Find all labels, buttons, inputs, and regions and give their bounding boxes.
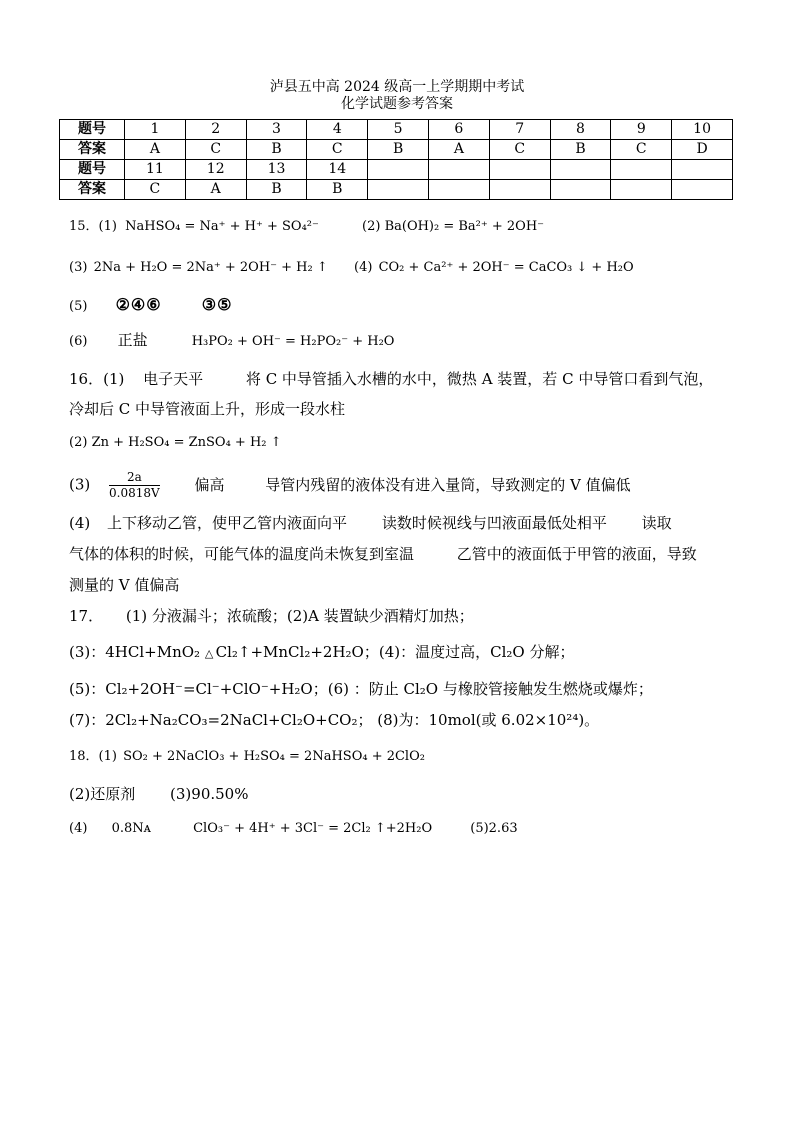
q15-line-1b <box>362 218 544 236</box>
table-cell <box>428 160 489 180</box>
table-cell: C <box>185 140 246 160</box>
q15-part4-number: (4) <box>354 260 373 275</box>
table-cell: 9 <box>611 120 672 140</box>
q17-line-2: (3)：4HCl+MnO₂ △ Cl₂↑+MnCl₂+2H₂O；(4)：温度过高，Cl₂O 分解； <box>69 643 575 661</box>
q17-line-1-text: (1) 分液漏斗；浓硫酸；(2)A 装置缺少酒精灯加热； <box>125 607 474 625</box>
table-cell <box>489 160 550 180</box>
q17-number: 17． <box>69 607 104 625</box>
table-cell: B <box>550 140 611 160</box>
table-row <box>60 160 733 180</box>
q17-line-1 <box>69 607 474 625</box>
q16-part4-number: (4) <box>69 514 91 532</box>
page-title: 泸县五中高 2024 级高一上学期期中考试 <box>269 79 525 95</box>
table-cell: 4 <box>307 120 368 140</box>
table-cell: C <box>489 140 550 160</box>
table-cell <box>550 180 611 200</box>
q18-part5-answer: (5)2.63 <box>470 821 518 836</box>
q16-part1-answer-b: 将 C 中导管插入水槽的水中，微热 A 装置，若 C 中导管口看到气泡， <box>245 370 714 388</box>
table-cell: 1 <box>125 120 186 140</box>
table-cell <box>368 160 429 180</box>
q15-part1-number: 15．(1) <box>69 219 117 234</box>
table-cell: 2 <box>185 120 246 140</box>
q15-part2-equation: Ba(OH)₂ = Ba²⁺ + 2OH⁻ <box>384 219 545 234</box>
table-cell: D <box>672 140 733 160</box>
q15-line-4 <box>69 331 394 351</box>
q15-part6-number: (6) <box>69 334 88 349</box>
q18-line-3 <box>69 820 518 838</box>
q16-part4-answer-a: 上下移动乙管，使甲乙管内液面向平 <box>107 514 348 532</box>
table-cell: 10 <box>672 120 733 140</box>
table-row <box>60 140 733 160</box>
table-cell: 3 <box>246 120 307 140</box>
q18-part1-number: 18．(1) <box>69 749 117 764</box>
fraction-denominator: 0.0818V <box>109 486 160 500</box>
q16-line-2: 冷却后 C 中导管液面上升，形成一段水柱 <box>69 400 346 418</box>
table-cell: 6 <box>428 120 489 140</box>
table-cell <box>368 180 429 200</box>
row-label-answer: 答案 <box>60 140 125 160</box>
row-label-answer: 答案 <box>60 180 125 200</box>
q18-part4-number: (4) <box>69 821 88 836</box>
table-cell: C <box>307 140 368 160</box>
q15-part6-equation: H₃PO₂ + OH⁻ = H₂PO₂⁻ + H₂O <box>191 334 395 349</box>
q16-part2-equation: Zn + H₂SO₄ = ZnSO₄ + H₂ ↑ <box>91 435 282 450</box>
table-row <box>60 120 733 140</box>
q15-line-2 <box>69 259 328 277</box>
q18-part4-answer: 0.8Nᴀ <box>111 821 151 836</box>
q15-part5-answer-b: ③⑤ <box>201 295 233 314</box>
q17-line-3: (5)：Cl₂+2OH⁻=Cl⁻+ClO⁻+H₂O；(6) ：防止 Cl₂O 与橡胶管接触发生燃烧或爆炸； <box>69 680 653 698</box>
q16-line-4 <box>69 470 631 501</box>
q15-part1-equation: NaHSO₄ = Na⁺ + H⁺ + SO₄²⁻ <box>125 219 319 234</box>
q16-part4-answer-e: 乙管中的液面低于甲管的液面，导致 <box>456 545 697 563</box>
table-cell: 14 <box>307 160 368 180</box>
q15-line-1 <box>69 218 319 236</box>
table-cell: A <box>125 140 186 160</box>
table-cell: C <box>125 180 186 200</box>
q16-part2-number: (2) <box>69 435 88 450</box>
table-row <box>60 180 733 200</box>
q15-part2-number: (2) <box>362 219 381 234</box>
q15-part5-number: (5) <box>69 299 88 314</box>
table-cell: 5 <box>368 120 429 140</box>
q18-line-1 <box>69 748 425 766</box>
row-label-question: 题号 <box>60 160 125 180</box>
q16-line-3 <box>69 434 282 452</box>
q16-line-1 <box>69 370 713 388</box>
answer-table <box>59 119 733 200</box>
q18-line-2 <box>69 785 248 803</box>
q16-line-6 <box>69 545 697 563</box>
q16-part3-answer-a: 偏高 <box>194 475 225 494</box>
table-cell <box>428 180 489 200</box>
q18-part3-answer: (3)90.50% <box>170 785 249 803</box>
table-cell <box>672 180 733 200</box>
table-cell: 8 <box>550 120 611 140</box>
q16-line-7: 测量的 V 值偏高 <box>69 576 180 594</box>
table-cell: B <box>307 180 368 200</box>
q16-line-5 <box>69 514 672 532</box>
q18-part2-answer: (2)还原剂 <box>69 785 136 803</box>
q15-line-3 <box>69 296 232 316</box>
q18-part4-equation: ClO₃⁻ + 4H⁺ + 3Cl⁻ = 2Cl₂ ↑+2H₂O <box>193 821 433 836</box>
q17-part3-products: Cl₂↑+MnCl₂+2H₂O；(4)：温度过高，Cl₂O 分解； <box>215 643 575 661</box>
row-label-question: 题号 <box>60 120 125 140</box>
table-cell: B <box>246 180 307 200</box>
q15-part5-answer-a: ②④⑥ <box>115 295 162 314</box>
q16-part1-answer-a: 电子天平 <box>143 370 204 388</box>
table-cell: 11 <box>125 160 186 180</box>
q15-part3-equation: 2Na + H₂O = 2Na⁺ + 2OH⁻ + H₂ ↑ <box>93 260 328 275</box>
table-cell <box>611 160 672 180</box>
q15-part4-equation: CO₂ + Ca²⁺ + 2OH⁻ = CaCO₃ ↓ + H₂O <box>378 260 634 275</box>
table-cell: A <box>428 140 489 160</box>
q17-part3-reactants: (3)：4HCl+MnO₂ <box>69 643 201 661</box>
page-subtitle: 化学试题参考答案 <box>341 96 453 112</box>
q16-part3-number: (3) <box>69 475 91 494</box>
q16-part4-answer-c: 读取 <box>641 514 672 532</box>
table-cell: 12 <box>185 160 246 180</box>
q15-line-2b <box>354 259 634 277</box>
q16-part1-number: 16．(1) <box>69 370 125 388</box>
table-cell <box>550 160 611 180</box>
table-cell: B <box>246 140 307 160</box>
q16-part4-answer-d: 气体的体积的时候，可能气体的温度尚未恢复到室温 <box>69 545 415 563</box>
q16-part4-answer-b: 读数时候视线与凹液面最低处相平 <box>381 514 607 532</box>
fraction-numerator: 2a <box>109 470 160 486</box>
table-cell: 13 <box>246 160 307 180</box>
q18-part1-equation: SO₂ + 2NaClO₃ + H₂SO₄ = 2NaHSO₄ + 2ClO₂ <box>123 749 425 764</box>
q15-part6-answer: 正盐 <box>117 331 148 349</box>
q16-part3-answer-b: 导管内残留的液体没有进入量筒，导致测定的 V 值偏低 <box>265 475 631 494</box>
table-cell <box>489 180 550 200</box>
table-cell: 7 <box>489 120 550 140</box>
q16-part3-fraction <box>109 470 160 501</box>
table-cell <box>672 160 733 180</box>
table-cell: B <box>368 140 429 160</box>
table-cell: C <box>611 140 672 160</box>
table-cell <box>611 180 672 200</box>
table-cell: A <box>185 180 246 200</box>
q17-line-4: (7)：2Cl₂+Na₂CO₃=2NaCl+Cl₂O+CO₂； (8)为：10mol(或 6.02×10²⁴)。 <box>69 711 600 729</box>
q15-part3-number: (3) <box>69 260 88 275</box>
